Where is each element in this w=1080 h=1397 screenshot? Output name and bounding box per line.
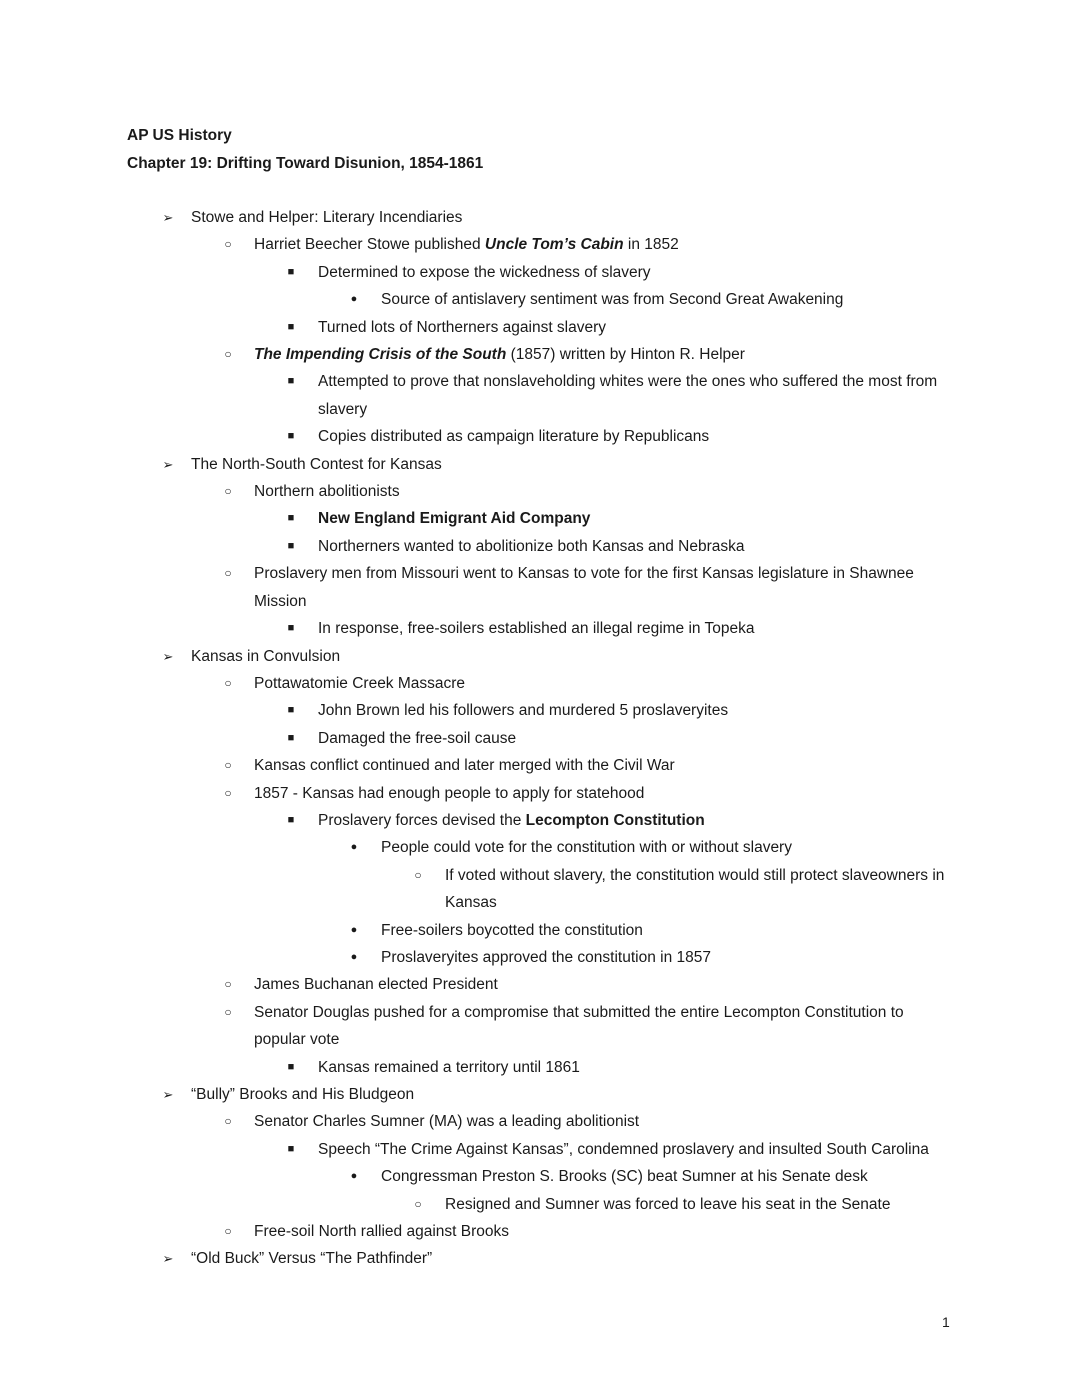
outline-item-text bbox=[191, 204, 1080, 231]
outline-item-text bbox=[445, 1191, 955, 1218]
outline-item-level-3 bbox=[0, 615, 1080, 642]
text-run: “Old Buck” Versus “The Pathfinder” bbox=[191, 1250, 433, 1268]
bullet-marker-icon: ○ bbox=[224, 1004, 232, 1019]
bullet-marker-icon: ○ bbox=[224, 566, 232, 581]
outline-item-text bbox=[254, 971, 954, 998]
outline-item-level-4 bbox=[0, 944, 1080, 971]
bullet-marker-icon: ○ bbox=[224, 675, 232, 690]
text-run: Copies distributed as campaign literature by Republicans bbox=[318, 428, 710, 446]
bullet-marker-icon: ○ bbox=[224, 785, 232, 800]
outline-item-text bbox=[381, 917, 961, 944]
text-run: Senator Douglas pushed for a compromise that submitted the entire Lecompton Constitution to popular vote bbox=[254, 1003, 904, 1049]
bullet-marker-icon: ○ bbox=[224, 977, 232, 992]
bullet-marker-icon: ○ bbox=[224, 484, 232, 499]
outline-item-level-4 bbox=[0, 1163, 1080, 1190]
text-run: Kansas remained a territory until 1861 bbox=[318, 1058, 580, 1076]
outline-item-text bbox=[254, 1218, 954, 1245]
outline-item-text bbox=[381, 286, 961, 313]
text-run: The North-South Contest for Kansas bbox=[191, 455, 442, 473]
outline-item-level-3 bbox=[0, 423, 1080, 450]
text-run: Proslaveryites approved the constitution in 1857 bbox=[381, 948, 712, 966]
bullet-marker-icon: ➢ bbox=[162, 210, 174, 225]
outline-item-level-3 bbox=[0, 1054, 1080, 1081]
text-run: Free-soilers boycotted the constitution bbox=[381, 921, 643, 939]
text-run: 1857 - Kansas had enough people to apply for statehood bbox=[254, 784, 645, 802]
text-run: Pottawatomie Creek Massacre bbox=[254, 674, 466, 692]
outline-item-text bbox=[318, 697, 958, 724]
text-run: Determined to expose the wickedness of slavery bbox=[318, 263, 651, 281]
outline-item-text bbox=[381, 944, 961, 971]
bullet-marker-icon: ■ bbox=[287, 1142, 295, 1155]
outline-item-level-5 bbox=[0, 862, 1080, 917]
bullet-marker-icon: ➢ bbox=[162, 648, 174, 664]
outline-item-level-1 bbox=[0, 204, 1080, 231]
outline-item-level-1 bbox=[0, 1081, 1080, 1108]
text-run: “Bully” Brooks and His Bludgeon bbox=[191, 1086, 415, 1103]
bullet-marker-icon: ○ bbox=[224, 237, 232, 252]
outline-item-text bbox=[254, 231, 954, 258]
outline-item-level-2 bbox=[0, 670, 1080, 697]
outline-item-text bbox=[254, 560, 954, 615]
bullet-marker-icon: ○ bbox=[224, 758, 232, 773]
text-run: Kansas in Convulsion bbox=[191, 647, 341, 665]
text-run: Kansas conflict continued and later merged with the Civil War bbox=[254, 757, 675, 775]
course-title: AP US History bbox=[127, 127, 232, 144]
outline-item-text bbox=[191, 1081, 1080, 1108]
bullet-marker-icon: ■ bbox=[287, 622, 295, 635]
bullet-marker-icon: ○ bbox=[414, 867, 422, 882]
outline-item-level-3 bbox=[0, 314, 1080, 341]
outline-item-level-1 bbox=[0, 451, 1080, 478]
text-run: Harriet Beecher Stowe published bbox=[254, 236, 485, 254]
outline-item-level-2 bbox=[0, 752, 1080, 779]
text-run: Proslavery men from Missouri went to Kansas to vote for the first Kansas legislature in Shawnee Mission bbox=[254, 565, 914, 610]
outline-item-level-1 bbox=[0, 643, 1080, 670]
text-run: in 1852 bbox=[623, 236, 679, 254]
emphasized-text: Lecompton Constitution bbox=[525, 811, 705, 829]
bullet-marker-icon: ■ bbox=[287, 704, 295, 717]
emphasized-text: The Impending Crisis of the South bbox=[254, 346, 507, 364]
outline-item-level-4 bbox=[0, 286, 1080, 313]
bullet-marker-icon: ● bbox=[350, 841, 358, 854]
text-run: People could vote for the constitution with or without slavery bbox=[381, 839, 792, 857]
text-run: In response, free-soilers established an illegal regime in Topeka bbox=[318, 620, 755, 638]
outline-item-level-2 bbox=[0, 231, 1080, 258]
bullet-marker-icon: ● bbox=[350, 293, 358, 306]
outline-item-level-2 bbox=[0, 560, 1080, 615]
page-number: 1 bbox=[942, 1314, 950, 1330]
text-run: Northerners wanted to abolitionize both Kansas and Nebraska bbox=[318, 537, 745, 555]
text-run: Source of antislavery sentiment was from Second Great Awakening bbox=[381, 291, 844, 309]
outline-item-level-3 bbox=[0, 725, 1080, 752]
outline-item-level-3 bbox=[0, 533, 1080, 560]
bullet-marker-icon: ■ bbox=[287, 731, 295, 744]
outline-item-text bbox=[381, 834, 961, 861]
bullet-marker-icon: ○ bbox=[224, 1224, 232, 1239]
outline-item-text bbox=[254, 341, 954, 368]
bullet-marker-icon: ■ bbox=[287, 265, 295, 278]
outline-item-level-3 bbox=[0, 697, 1080, 724]
bullet-marker-icon: ■ bbox=[287, 430, 295, 443]
outline-item-level-4 bbox=[0, 834, 1080, 861]
bullet-marker-icon: ● bbox=[350, 1170, 358, 1183]
outline-item-text bbox=[254, 999, 954, 1054]
text-run: James Buchanan elected President bbox=[254, 976, 498, 994]
bullet-marker-icon: ● bbox=[350, 950, 358, 963]
outline-item-text bbox=[191, 451, 1080, 478]
bullet-marker-icon: ○ bbox=[224, 347, 232, 362]
text-run: Stowe and Helper: Literary Incendiaries bbox=[191, 209, 463, 226]
text-run: Speech “The Crime Against Kansas”, condemned proslavery and insulted South Carolina bbox=[318, 1140, 929, 1158]
outline-item-text bbox=[254, 478, 954, 505]
outline-item-level-2 bbox=[0, 1108, 1080, 1135]
outline-item-level-4 bbox=[0, 917, 1080, 944]
emphasized-text: New England Emigrant Aid Company bbox=[318, 510, 591, 528]
outline-item-text bbox=[318, 615, 958, 642]
outline-item-level-2 bbox=[0, 1218, 1080, 1245]
text-run: Turned lots of Northerners against slavery bbox=[318, 318, 607, 336]
outline-item-text bbox=[318, 725, 958, 752]
outline-item-text bbox=[318, 807, 958, 834]
outline-item-text bbox=[318, 533, 958, 560]
bullet-marker-icon: ○ bbox=[414, 1196, 422, 1211]
bullet-marker-icon: ■ bbox=[287, 1060, 295, 1073]
text-run: Senator Charles Sumner (MA) was a leading abolitionist bbox=[254, 1113, 640, 1131]
outline-item-level-3 bbox=[0, 807, 1080, 834]
outline-item-text bbox=[254, 752, 954, 779]
outline-item-level-5 bbox=[0, 1191, 1080, 1218]
bullet-marker-icon: ➢ bbox=[162, 1251, 174, 1267]
bullet-marker-icon: ■ bbox=[287, 375, 295, 388]
bullet-marker-icon: ➢ bbox=[162, 456, 174, 472]
notes-outline bbox=[0, 204, 1080, 1273]
text-run: Northern abolitionists bbox=[254, 483, 400, 501]
emphasized-text: Uncle Tom’s Cabin bbox=[484, 236, 624, 254]
text-run: Damaged the free-soil cause bbox=[318, 729, 517, 747]
outline-item-text bbox=[318, 505, 958, 532]
bullet-marker-icon: ● bbox=[350, 923, 358, 936]
chapter-title: Chapter 19: Drifting Toward Disunion, 1854-1861 bbox=[127, 155, 484, 172]
outline-item-level-2 bbox=[0, 780, 1080, 807]
outline-item-text bbox=[254, 780, 954, 807]
outline-item-text bbox=[381, 1163, 961, 1190]
outline-item-level-2 bbox=[0, 341, 1080, 368]
outline-item-level-1 bbox=[0, 1245, 1080, 1272]
outline-item-level-3 bbox=[0, 505, 1080, 532]
bullet-marker-icon: ■ bbox=[287, 539, 295, 552]
outline-item-level-3 bbox=[0, 368, 1080, 423]
text-run: If voted without slavery, the constitution would still protect slaveowners in Kansas bbox=[445, 866, 945, 912]
bullet-marker-icon: ■ bbox=[287, 512, 295, 525]
outline-item-text bbox=[254, 670, 954, 697]
bullet-marker-icon: ➢ bbox=[162, 1087, 174, 1102]
outline-item-level-2 bbox=[0, 971, 1080, 998]
text-run: Proslavery forces devised the bbox=[318, 811, 526, 829]
bullet-marker-icon: ○ bbox=[224, 1114, 232, 1129]
bullet-marker-icon: ■ bbox=[287, 813, 295, 826]
outline-item-text bbox=[318, 314, 958, 341]
outline-item-level-3 bbox=[0, 259, 1080, 286]
outline-item-level-3 bbox=[0, 1136, 1080, 1163]
outline-item-level-2 bbox=[0, 478, 1080, 505]
outline-item-text bbox=[191, 1245, 1080, 1272]
outline-item-text bbox=[318, 368, 958, 423]
outline-item-level-2 bbox=[0, 999, 1080, 1054]
outline-item-text bbox=[445, 862, 955, 917]
outline-item-text bbox=[191, 643, 1080, 670]
outline-item-text bbox=[254, 1108, 954, 1135]
outline-item-text bbox=[318, 1136, 958, 1163]
outline-item-text bbox=[318, 259, 958, 286]
text-run: Attempted to prove that nonslaveholding whites were the ones who suffered the most from slavery bbox=[318, 373, 938, 418]
text-run: Free-soil North rallied against Brooks bbox=[254, 1223, 509, 1241]
outline-item-text bbox=[318, 423, 958, 450]
text-run: (1857) written by Hinton R. Helper bbox=[506, 346, 745, 364]
bullet-marker-icon: ■ bbox=[287, 320, 295, 333]
text-run: Resigned and Sumner was forced to leave his seat in the Senate bbox=[445, 1195, 891, 1213]
text-run: John Brown led his followers and murdered 5 proslaveryites bbox=[318, 702, 729, 720]
text-run: Congressman Preston S. Brooks (SC) beat Sumner at his Senate desk bbox=[381, 1168, 868, 1186]
outline-item-text bbox=[318, 1054, 958, 1081]
